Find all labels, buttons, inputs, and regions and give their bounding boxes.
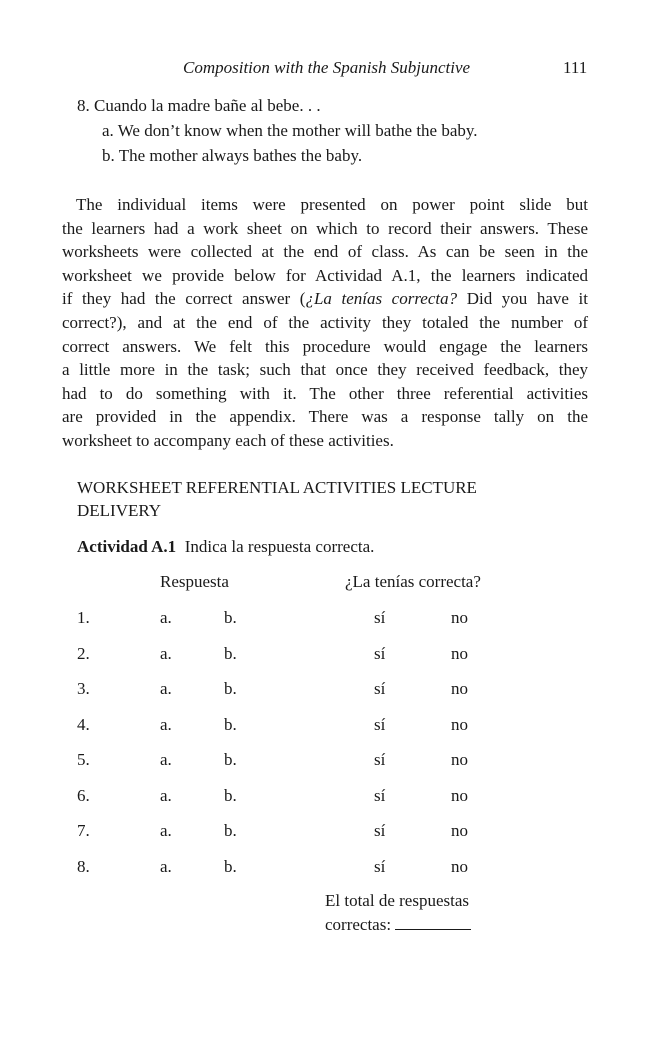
table-row (0, 679, 650, 699)
table-row (0, 821, 650, 841)
option-b[interactable]: b. (224, 821, 237, 840)
option-a[interactable]: a. (160, 786, 172, 805)
option-a[interactable]: a. (160, 715, 172, 734)
answer-no[interactable]: no (451, 679, 468, 698)
option-b[interactable]: b. (224, 857, 237, 876)
paragraph-line: worksheet we provide below for Actividad A.1, the learners indicated (62, 265, 588, 285)
item-8-option-a: a. We don’t know when the mother will bathe the baby. (102, 121, 478, 140)
page-number: 111 (563, 58, 588, 77)
table-row (0, 715, 650, 735)
row-number: 4. (77, 715, 90, 734)
option-b[interactable]: b. (224, 750, 237, 769)
paragraph-line: the learners had a work sheet on which to record their answers. These (62, 218, 588, 238)
total-label-cont (325, 915, 471, 935)
item-8-option-b: b. The mother always bathes the baby. (102, 146, 363, 165)
column-header-correcta: ¿La tenías correcta? (345, 572, 481, 591)
row-number: 3. (77, 679, 90, 698)
paragraph-line: The individual items were presented on power point slide but (76, 195, 588, 214)
answer-si[interactable]: sí (374, 821, 386, 840)
table-row (0, 644, 650, 664)
option-a[interactable]: a. (160, 679, 172, 698)
option-b[interactable]: b. (224, 644, 237, 663)
paragraph-line: a little more in the task; such that once they received feedback, they (62, 360, 588, 380)
option-b[interactable]: b. (224, 679, 237, 698)
activity-line (77, 537, 374, 557)
option-a[interactable]: a. (160, 821, 172, 840)
paragraph-line: worksheets were collected at the end of class. As can be seen in the (62, 242, 588, 262)
paragraph-text: Did you have it (457, 289, 588, 309)
row-number: 8. (77, 857, 90, 876)
activity-label: Actividad A.1 (77, 537, 177, 556)
row-number: 6. (77, 786, 90, 805)
option-a[interactable]: a. (160, 608, 172, 627)
answer-si[interactable]: sí (374, 786, 386, 805)
option-a[interactable]: a. (160, 644, 172, 663)
row-number: 1. (77, 608, 90, 627)
table-row (0, 608, 650, 628)
answer-no[interactable]: no (451, 608, 468, 627)
option-a[interactable]: a. (160, 750, 172, 769)
row-number: 7. (77, 821, 90, 840)
total-label-text: correctas: (325, 915, 392, 934)
row-number: 5. (77, 750, 90, 769)
paragraph-line: had to do something with it. The other three referential activities (62, 383, 588, 403)
running-header-title: Composition with the Spanish Subjunctive (183, 58, 471, 77)
paragraph-line: worksheet to accompany each of these activities. (62, 430, 394, 450)
answer-si[interactable]: sí (374, 644, 386, 663)
paragraph-line (62, 287, 588, 311)
answer-si[interactable]: sí (374, 608, 386, 627)
option-b[interactable]: b. (224, 715, 237, 734)
table-row (0, 786, 650, 806)
paragraph-line: are provided in the appendix. There was a response tally on the (62, 407, 588, 427)
answer-no[interactable]: no (451, 821, 468, 840)
column-header-respuesta: Respuesta (160, 572, 229, 591)
body-paragraph (62, 193, 588, 453)
answer-no[interactable]: no (451, 644, 468, 663)
table-row (0, 857, 650, 877)
option-a[interactable]: a. (160, 857, 172, 876)
worksheet-heading-cont: DELIVERY (77, 501, 162, 520)
option-b[interactable]: b. (224, 786, 237, 805)
paragraph-line: correct answers. We felt this procedure would engage the learners (62, 336, 588, 356)
paragraph-italic-question: ¿La tenías correcta? (305, 289, 458, 309)
table-row (0, 750, 650, 770)
paragraph-text: if they had the correct answer ( (62, 289, 306, 309)
row-number: 2. (77, 644, 90, 663)
answer-no[interactable]: no (451, 857, 468, 876)
total-label: El total de respuestas (325, 891, 469, 910)
answer-si[interactable]: sí (374, 715, 386, 734)
total-answer-blank[interactable] (395, 915, 471, 930)
answer-si[interactable]: sí (374, 750, 386, 769)
activity-instruction: Indica la respuesta correcta. (184, 537, 375, 556)
worksheet-heading: WORKSHEET REFERENTIAL ACTIVITIES LECTURE (77, 478, 477, 497)
answer-si[interactable]: sí (374, 679, 386, 698)
answer-no[interactable]: no (451, 750, 468, 769)
answer-no[interactable]: no (451, 786, 468, 805)
option-b[interactable]: b. (224, 608, 237, 627)
answer-no[interactable]: no (451, 715, 468, 734)
item-8-stem: 8. Cuando la madre bañe al bebe. . . (77, 96, 321, 115)
answer-si[interactable]: sí (374, 857, 386, 876)
paragraph-line: correct?), and at the end of the activity they totaled the number of (62, 312, 588, 332)
